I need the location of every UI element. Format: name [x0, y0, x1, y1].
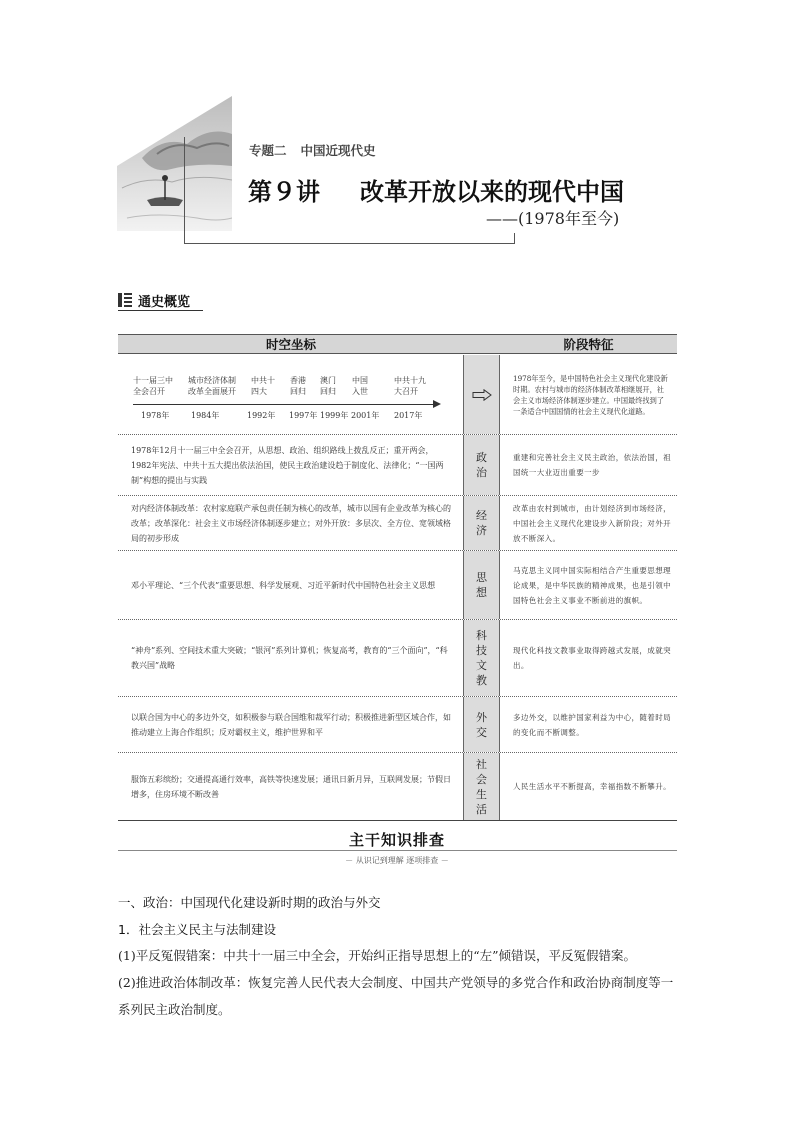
row-feature: 重建和完善社会主义民主政治，依法治国，祖国统一大业迈出重要一步: [513, 453, 671, 477]
lecture-number: 第９讲: [248, 178, 320, 206]
section-bars-icon: [118, 293, 132, 307]
timeline-event: 中共十 四大: [251, 376, 275, 396]
timeline-event: 香港 回归: [290, 376, 306, 396]
lecture-subtitle: ——(1978年至今): [486, 209, 620, 228]
section-heading-text: 通史概览: [138, 294, 191, 310]
row-category: 经济: [464, 496, 500, 550]
timeline-event: 中共十九 大召开: [394, 376, 426, 396]
section-heading: [118, 291, 190, 309]
row-feature: 多边外交，以维护国家利益为中心，随着时局的变化而不断调整。: [513, 712, 671, 737]
header-frame-line: [184, 243, 514, 244]
paragraph: (1)平反冤假错案：中共十一届三中全会，开始纠正指导思想上的“左”倾错误，平反冤假错案。: [118, 948, 636, 963]
timeline-feature: 1978年至今，是中国特色社会主义现代化建设新时期。农村与城市的经济体制改革相继展开，社会主义市场经济体制逐步建立。中国最终找到了一条适合中国国情的社会主义现代化道路。: [513, 373, 668, 416]
timeline-year: 2017年: [394, 411, 423, 420]
subsection-1-heading: 1．社会主义民主与法制建设: [118, 922, 276, 937]
timeline-year: 1978年: [141, 411, 170, 420]
timeline-arrow-cell: [464, 355, 500, 434]
section-underline: [118, 310, 203, 311]
table-row: [118, 551, 677, 620]
table-row: [118, 435, 677, 496]
timeline: [118, 355, 463, 434]
row-feature: 马克思主义同中国实际相结合产生重要思想理论成果，是中华民族的精神成果，也是引领中国特色社会主义事业不断前进的旗帜。: [513, 565, 671, 605]
overview-table: [118, 334, 677, 821]
timeline-event: 城市经济体制 改革全面展开: [188, 376, 236, 396]
header-frame-line: [184, 137, 185, 243]
row-category: 社会生活: [464, 753, 500, 820]
section-1-heading: 一、政治：中国现代化建设新时期的政治与外交: [118, 895, 381, 910]
row-category: 外交: [464, 697, 500, 752]
row-category: 政治: [464, 435, 500, 495]
timeline-cell: [118, 355, 464, 434]
lecture-name: 改革开放以来的现代中国: [360, 178, 624, 206]
row-content: 服饰五彩缤纷；交通提高通行效率，高铁等快速发展；通讯日新月异，互联网发展；节假日增多，住房环境不断改善: [118, 753, 464, 820]
timeline-axis: [133, 404, 436, 405]
timeline-year: 1999年: [320, 411, 349, 420]
right-arrow-icon: [472, 389, 492, 401]
row-feature: 人民生活水平不断提高，幸福指数不断攀升。: [513, 782, 671, 791]
timeline-arrowhead-icon: [433, 400, 441, 408]
timeline-event: 十一届三中 全会召开: [133, 376, 173, 396]
timeline-event: 澳门 回归: [320, 376, 336, 396]
row-content: “神舟”系列、空间技术重大突破；“银河”系列计算机；恢复高考，教育的“三个面向”，“科教兴国”战略: [118, 620, 464, 696]
row-content: 以联合国为中心的多边外交，如积极参与联合国维和裁军行动；积极推进新型区域合作，如推动建立上海合作组织；反对霸权主义，维护世界和平: [118, 697, 464, 752]
topic-label: [249, 141, 376, 159]
table-row-timeline: [118, 355, 677, 435]
row-content: 1978年12月十一届三中全会召开，从思想、政治、组织路线上拨乱反正；重开两会，1982年宪法、中共十五大提出依法治国，使民主政治建设趋于制度化、法律化；“一国两制”构想的提出与实践: [118, 435, 464, 495]
timeline-year: 1997年: [289, 411, 318, 420]
table-header-right: 阶段特征: [563, 337, 614, 352]
header-frame-line: [514, 233, 515, 244]
row-feature: 现代化科技文教事业取得跨越式发展，成就突出。: [513, 646, 671, 670]
timeline-year: 1984年: [191, 411, 220, 420]
row-category: 科技文教: [464, 620, 500, 696]
row-content: 邓小平理论、“三个代表”重要思想、科学发展观、习近平新时代中国特色社会主义思想: [118, 551, 464, 619]
row-category: 思想: [464, 551, 500, 619]
main-section-title: 主干知识排查: [348, 831, 445, 849]
table-row: [118, 496, 677, 551]
row-content: 对内经济体制改革：农村家庭联产承包责任制为核心的改革，城市以国有企业改革为核心的改革；改革深化：社会主义市场经济体制逐步建立；对外开放：多层次、全方位、宽领域格局的初步形成: [118, 496, 464, 550]
ink-landscape-illustration: [117, 96, 232, 231]
topic-name: 中国近现代史: [300, 143, 376, 158]
main-section-subtitle: － 从识记到理解 逐项排查 －: [345, 856, 449, 865]
timeline-year: 2001年: [351, 411, 380, 420]
table-row: [118, 620, 677, 697]
timeline-year: 1992年: [247, 411, 276, 420]
lecture-title: [248, 172, 624, 207]
topic-number: 专题二: [249, 143, 287, 158]
row-feature: 改革由农村到城市，由计划经济到市场经济，中国社会主义现代化建设步入新阶段；对外开放不断深入。: [513, 503, 671, 543]
timeline-event: 中国 入世: [352, 376, 368, 396]
table-header-left: 时空坐标: [265, 337, 316, 352]
table-row: [118, 753, 677, 821]
paragraph: (2)推进政治体制改革：恢复完善人民代表大会制度、中国共产党领导的多党合作和政治协商制度等一系列民主政治制度。: [118, 975, 674, 1017]
table-header: [118, 334, 677, 354]
table-row: [118, 697, 677, 753]
main-section-rule: [118, 850, 677, 851]
